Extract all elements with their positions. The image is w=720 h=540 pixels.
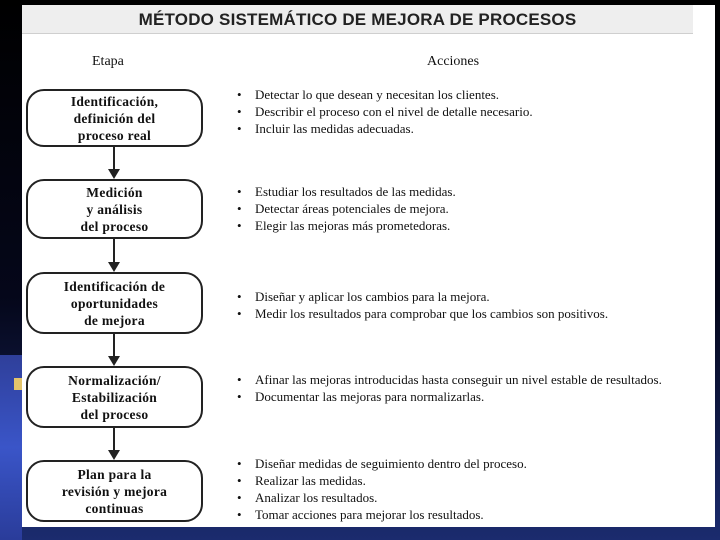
stage-box-1 [26,89,203,147]
stage-label: Identificación de oportunidades de mejora [63,278,166,328]
diagram-title: MÉTODO SISTEMÁTICO DE MEJORA DE PROCESOS [138,10,577,29]
flow-arrow-head [108,262,120,272]
action-item: • Diseñar y aplicar los cambios para la mejora. [233,288,703,305]
action-item: • Detectar lo que desean y necesitan los clientes. [233,86,703,103]
action-item: • Analizar los resultados. [233,489,703,506]
action-item: • Detectar áreas potenciales de mejora. [233,200,703,217]
action-list-3 [233,288,703,322]
action-item: • Describir el proceso con el nivel de detalle necesario. [233,103,703,120]
action-list-1 [233,86,703,137]
flow-arrow-head [108,169,120,179]
action-list-2 [233,183,703,234]
flow-arrow-line [113,428,115,452]
flow-arrow-line [113,239,115,264]
flow-arrow-line [113,334,115,358]
flow-arrow-head [108,356,120,366]
stage-label: Normalización/ Estabilización del proceso [68,372,161,422]
diagram-panel [22,5,715,527]
action-item: • Elegir las mejoras más prometedoras. [233,217,703,234]
action-item: • Documentar las mejoras para normalizarlas. [233,388,703,405]
action-item: • Estudiar los resultados de las medidas. [233,183,703,200]
stage-label: Medición y análisis del proceso [80,184,149,234]
stage-box-5 [26,460,203,522]
stage-label: Plan para la revisión y mejora continuas [61,466,168,516]
stage-box-2 [26,179,203,239]
action-item: • Medir los resultados para comprobar que los cambios son positivos. [233,305,703,322]
action-item: • Afinar las mejoras introducidas hasta conseguir un nivel estable de resultados. [233,371,703,388]
column-header-stage: Etapa [92,54,124,69]
stage-label: Identificación, definición del proceso real [70,93,159,143]
stage-box-4 [26,366,203,428]
action-item: • Realizar las medidas. [233,472,703,489]
flow-arrow-head [108,450,120,460]
action-item: • Diseñar medidas de seguimiento dentro del proceso. [233,455,703,472]
action-list-4 [233,371,703,405]
column-header-actions: Acciones [427,54,480,69]
action-list-5 [233,455,703,523]
flow-arrow-line [113,147,115,171]
action-item: • Tomar acciones para mejorar los resultados. [233,506,703,523]
title-bar [22,5,693,34]
action-item: • Incluir las medidas adecuadas. [233,120,703,137]
stage-box-3 [26,272,203,334]
